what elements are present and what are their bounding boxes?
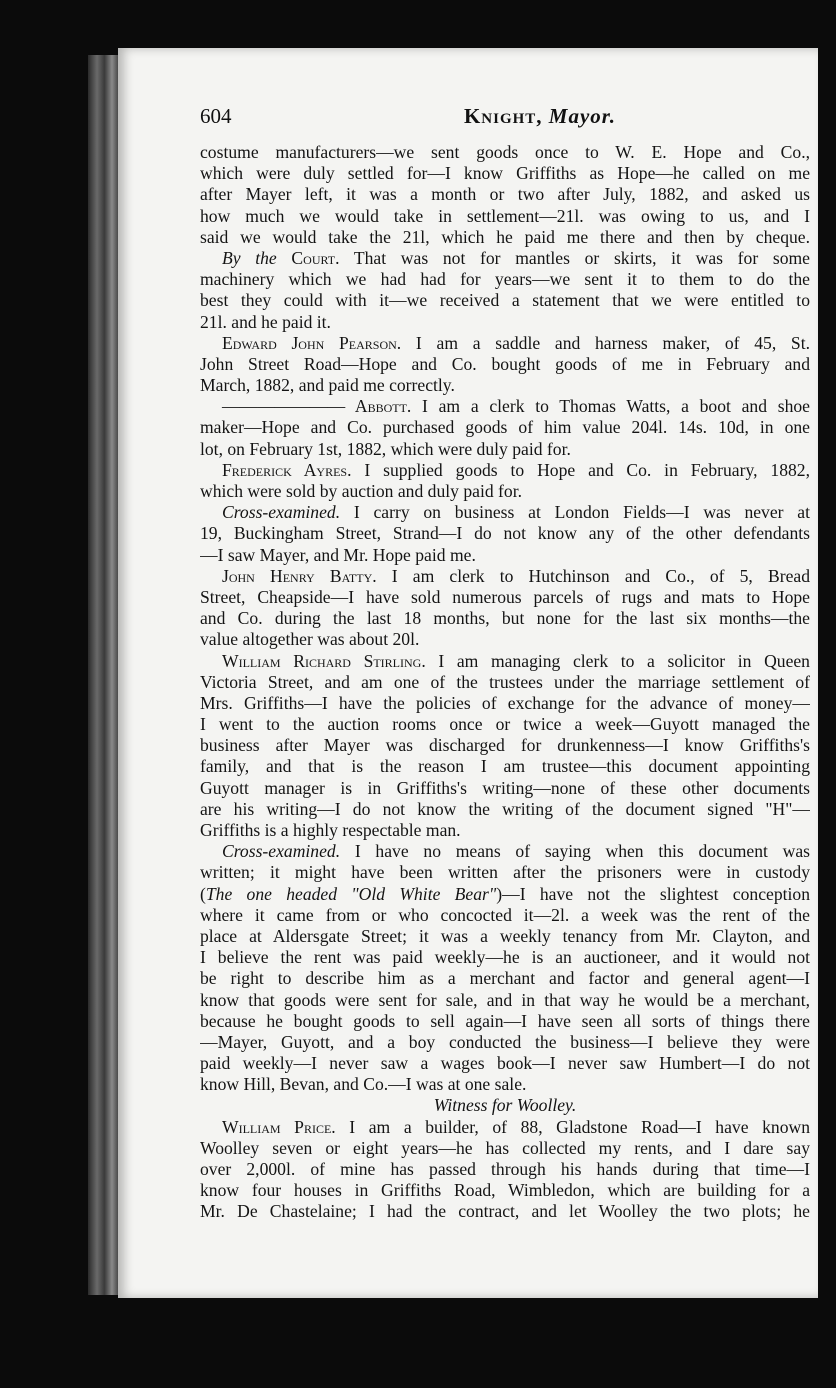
text-line: best they could with it—we received a statement that we were entitled to bbox=[200, 290, 810, 311]
text-line: Woolley seven or eight years—he has collected my rents, and I dare say bbox=[200, 1137, 810, 1158]
text-line: after Mayer left, it was a month or two after July, 1882, and asked us bbox=[200, 184, 810, 205]
text-line: I believe the rent was paid weekly—he is an auctioneer, and it would not bbox=[200, 947, 810, 968]
text-line: know four houses in Griffiths Road, Wimbledon, which are building for a bbox=[200, 1180, 810, 1201]
text-line: —Mayer, Guyott, and a boy conducted the business—I believe they were bbox=[200, 1031, 810, 1052]
abbott-text: I am a clerk to Thomas Watts, a boot and shoe bbox=[411, 396, 810, 417]
quoted-document-line bbox=[200, 884, 810, 905]
body-text bbox=[200, 142, 810, 1223]
witness-name-stirling: William Richard Stirling. bbox=[222, 650, 426, 671]
text-line: which were duly settled for—I know Griffiths as Hope—he called on me bbox=[200, 163, 810, 184]
running-title bbox=[200, 104, 800, 129]
text-line: costume manufacturers—we sent goods once to W. E. Hope and Co., bbox=[200, 142, 810, 162]
book-edge bbox=[88, 55, 118, 1295]
cross-examined-label: Cross-examined. bbox=[222, 502, 341, 523]
text-line: place at Aldersgate Street; it was a weekly tenancy from Mr. Clayton, and bbox=[200, 925, 810, 946]
abbott-dash: ——————— bbox=[222, 396, 346, 417]
text-line: John Street Road—Hope and Co. bought goods of me in February and bbox=[200, 353, 810, 374]
stirling-paragraph-start bbox=[200, 651, 810, 672]
text-line: Mr. De Chastelaine; I had the contract, and let Woolley the two plots; he bbox=[200, 1201, 810, 1222]
cross1-text: I carry on business at London Fields—I was never at bbox=[340, 502, 810, 523]
text-line: March, 1882, and paid me correctly. bbox=[200, 375, 455, 396]
witness-name-batty: John Henry Batty. bbox=[222, 565, 377, 586]
paren-open: ( bbox=[200, 883, 206, 904]
cross-examined-label: Cross-examined. bbox=[222, 841, 341, 862]
text-line: which were sold by auction and duly paid for. bbox=[200, 481, 522, 501]
text-line: know that goods were sent for sale, and in that way he would be a merchant, bbox=[200, 989, 810, 1010]
cross2-text: I have no means of saying when this document was bbox=[340, 841, 810, 862]
text-line: are his writing—I do not know the writing of the document signed "H"— bbox=[200, 798, 810, 819]
text-line: 19, Buckingham Street, Strand—I do not know any of the other defendants bbox=[200, 523, 810, 544]
text-line: maker—Hope and Co. purchased goods of him value 204l. 14s. 10d, in one bbox=[200, 417, 810, 438]
text-line: be right to describe him as a merchant and factor and general agent—I bbox=[200, 968, 810, 989]
paren-text: )—I have not the slightest conception bbox=[496, 883, 810, 904]
text-line: paid weekly—I never saw a wages book—I never saw Humbert—I do not bbox=[200, 1053, 810, 1074]
court-lead: By the bbox=[222, 247, 277, 268]
text-line: over 2,000l. of mine has passed through his hands during that time—I bbox=[200, 1159, 810, 1179]
text-line: Guyott manager is in Griffiths's writing—none of these other documents bbox=[200, 777, 810, 798]
text-line: value altogether was about 20l. bbox=[200, 629, 420, 650]
pearson-paragraph-start bbox=[200, 333, 810, 354]
running-title-name: Knight, bbox=[463, 104, 543, 128]
document-title: The one headed "Old White Bear" bbox=[205, 883, 497, 904]
ayres-text: I supplied goods to Hope and Co. in February, 1882, bbox=[351, 459, 810, 480]
text-line: business after Mayer was discharged for drunkenness—I know Griffiths's bbox=[200, 735, 810, 756]
court-paragraph-start bbox=[200, 248, 810, 269]
text-line: —I saw Mayer, and Mr. Hope paid me. bbox=[200, 544, 476, 565]
court-name: Court. bbox=[291, 247, 340, 268]
court-text: That was not for mantles or skirts, it was for some bbox=[339, 247, 810, 268]
text-line: machinery which we had had for years—we sent it to them to do the bbox=[200, 269, 810, 290]
pearson-text: I am a saddle and harness maker, of 45, St. bbox=[401, 332, 810, 353]
text-line: I went to the auction rooms once or twice a week—Guyott managed the bbox=[200, 714, 810, 735]
running-head bbox=[200, 104, 800, 130]
price-paragraph-start bbox=[200, 1117, 810, 1138]
page-number: 604 bbox=[200, 104, 232, 128]
price-text: I am a builder, of 88, Gladstone Road—I have known bbox=[335, 1116, 810, 1137]
text-line: where it came from or who concocted it—2l. a week was the rent of the bbox=[200, 904, 810, 925]
text-line: written; it might have been written after the prisoners were in custody bbox=[200, 862, 810, 883]
text-line: Mrs. Griffiths—I have the policies of exchange for the advance of money— bbox=[200, 692, 810, 713]
batty-paragraph-start bbox=[200, 566, 810, 587]
cross-examined-2-start bbox=[200, 841, 810, 862]
witness-name-pearson: Edward John Pearson. bbox=[222, 332, 402, 353]
ayres-paragraph-start bbox=[200, 460, 810, 481]
text-line: know Hill, Bevan, and Co.—I was at one sale. bbox=[200, 1074, 527, 1095]
witness-heading: Witness for Woolley. bbox=[433, 1095, 577, 1116]
text-line: how much we would take in settlement—21l. was owing to us, and I bbox=[200, 205, 810, 226]
book-page bbox=[118, 48, 818, 1298]
witness-name-price: William Price. bbox=[222, 1116, 336, 1137]
batty-text: I am clerk to Hutchinson and Co., of 5, Bread bbox=[376, 565, 810, 586]
text-line: Victoria Street, and am one of the trustees under the marriage settlement of bbox=[200, 671, 810, 692]
text-line: Street, Cheapside—I have sold numerous parcels of rugs and mats to Hope bbox=[200, 586, 810, 607]
text-line: and Co. during the last 18 months, but none for the last six months—the bbox=[200, 608, 810, 629]
text-line: because he bought goods to sell again—I have seen all sorts of things there bbox=[200, 1010, 810, 1031]
cross-examined-1-start bbox=[200, 502, 810, 523]
text-line: said we would take the 21l, which he paid me there and then by cheque. bbox=[200, 226, 810, 247]
text-line: lot, on February 1st, 1882, which were duly paid for. bbox=[200, 438, 571, 459]
text-line: 21l. and he paid it. bbox=[200, 311, 331, 332]
text-line: family, and that is the reason I am trustee—this document appointing bbox=[200, 756, 810, 777]
text-line: Griffiths is a highly respectable man. bbox=[200, 820, 461, 840]
witness-name-abbott: Abbott. bbox=[345, 396, 412, 417]
witness-name-ayres: Frederick Ayres. bbox=[222, 459, 352, 480]
stirling-text: I am managing clerk to a solicitor in Queen bbox=[425, 650, 810, 671]
running-title-role: Mayor. bbox=[548, 104, 617, 128]
abbott-paragraph-start bbox=[200, 396, 810, 417]
